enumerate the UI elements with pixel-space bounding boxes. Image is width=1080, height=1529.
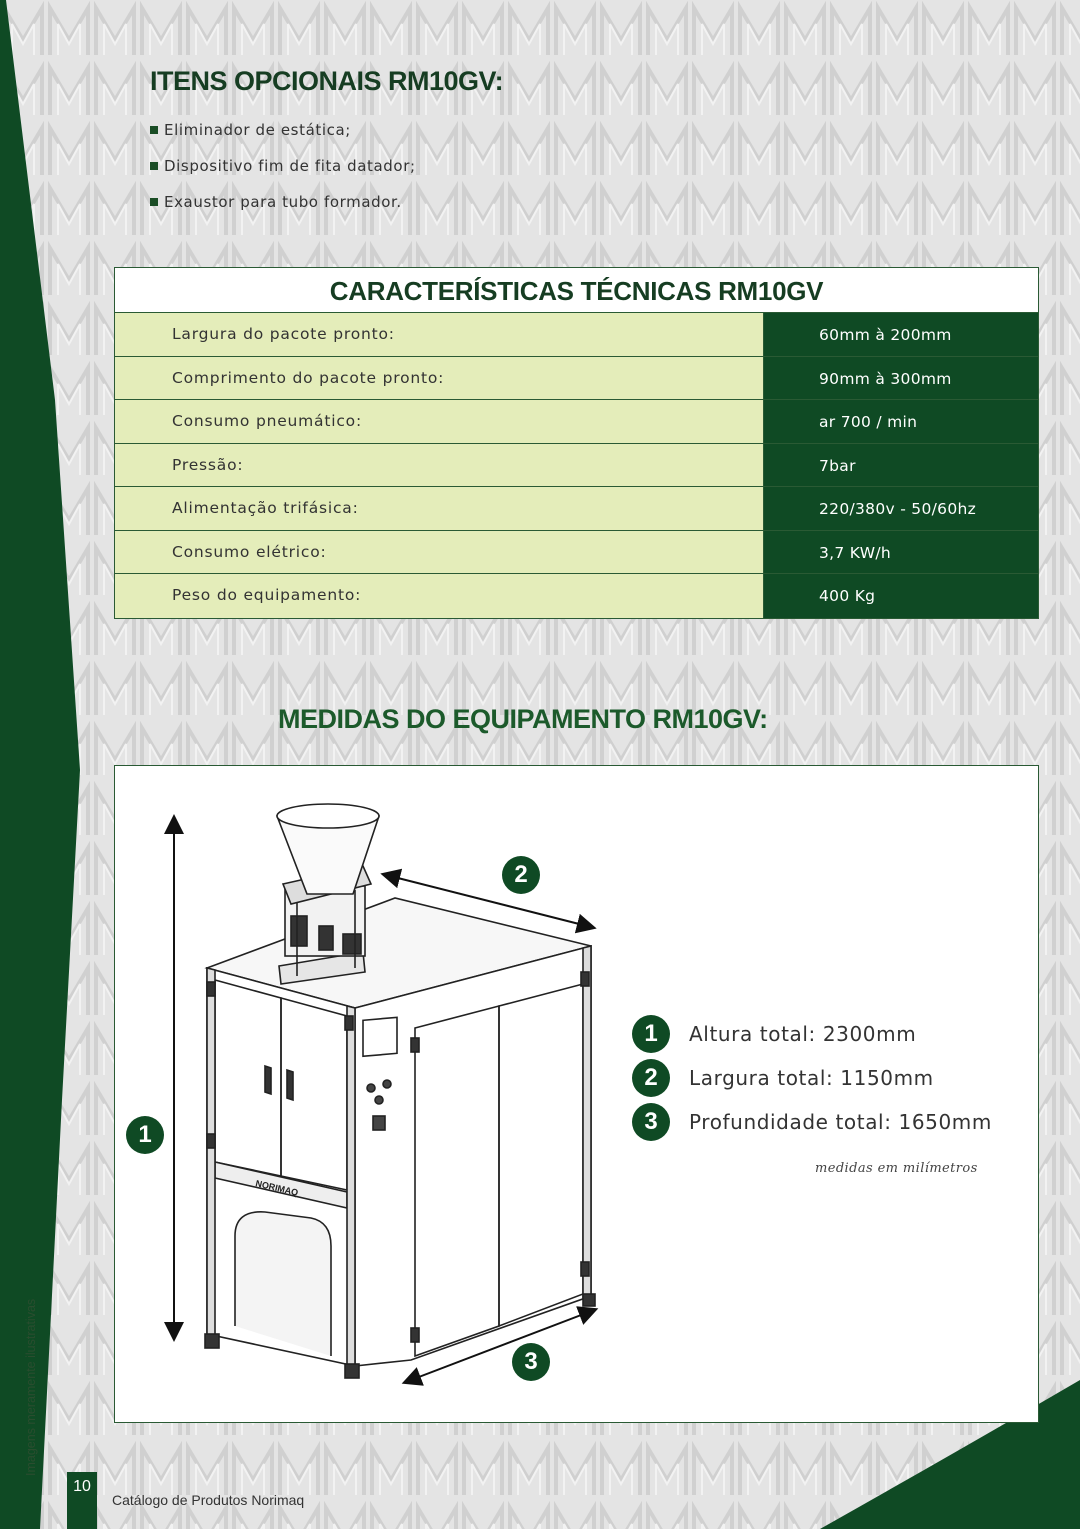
legend-number: 2 <box>632 1059 670 1097</box>
dimension-badge-width: 2 <box>502 856 540 894</box>
legend-number: 3 <box>632 1103 670 1141</box>
spec-label: Largura do pacote pronto: <box>115 313 764 356</box>
list-item <box>632 1100 992 1144</box>
spec-value: 220/380v - 50/60hz <box>764 487 1038 530</box>
spec-label: Pressão: <box>115 444 764 487</box>
dimension-badge-height: 1 <box>126 1116 164 1154</box>
bullet-icon <box>150 126 158 134</box>
optionals-list <box>150 118 416 226</box>
spec-label: Consumo pneumático: <box>115 400 764 443</box>
specs-table <box>114 267 1039 619</box>
list-item: Dispositivo fim de fita datador; <box>150 154 416 190</box>
table-row <box>115 574 1038 618</box>
specs-title: CARACTERÍSTICAS TÉCNICAS RM10GV <box>115 268 1038 313</box>
side-disclaimer: Imagens meramente ilustrativas <box>24 1298 38 1476</box>
list-item: Exaustor para tubo formador. <box>150 190 416 226</box>
spec-label: Comprimento do pacote pronto: <box>115 357 764 400</box>
spec-label: Peso do equipamento: <box>115 574 764 618</box>
table-row <box>115 357 1038 401</box>
bullet-icon <box>150 198 158 206</box>
units-note: medidas em milímetros <box>815 1161 978 1176</box>
spec-value: ar 700 / min <box>764 400 1038 443</box>
list-item: Eliminador de estática; <box>150 118 416 154</box>
machine-body <box>205 898 595 1378</box>
dimension-badge-depth: 3 <box>512 1343 550 1381</box>
legend-text: Altura total: 2300mm <box>689 1022 917 1046</box>
list-item <box>632 1012 992 1056</box>
page-number: 10 <box>67 1472 97 1529</box>
legend-text: Largura total: 1150mm <box>689 1066 934 1090</box>
table-row <box>115 487 1038 531</box>
legend-number: 1 <box>632 1015 670 1053</box>
spec-value: 7bar <box>764 444 1038 487</box>
table-row <box>115 444 1038 488</box>
spec-label: Alimentação trifásica: <box>115 487 764 530</box>
table-row <box>115 531 1038 575</box>
spec-value: 60mm à 200mm <box>764 313 1038 356</box>
optionals-title: ITENS OPCIONAIS RM10GV: <box>150 66 504 96</box>
spec-label: Consumo elétrico: <box>115 531 764 574</box>
machine-label: NORIMAQ <box>254 1178 300 1198</box>
dimensions-legend <box>632 1012 992 1144</box>
footer-text: Catálogo de Produtos Norimaq <box>112 1492 305 1508</box>
dimensions-panel <box>114 765 1039 1423</box>
spec-value: 90mm à 300mm <box>764 357 1038 400</box>
list-item <box>632 1056 992 1100</box>
legend-text: Profundidade total: 1650mm <box>689 1110 992 1134</box>
spec-value: 3,7 KW/h <box>764 531 1038 574</box>
dimensions-title: MEDIDAS DO EQUIPAMENTO RM10GV: <box>278 704 768 734</box>
table-row <box>115 400 1038 444</box>
spec-value: 400 Kg <box>764 574 1038 618</box>
bullet-icon <box>150 162 158 170</box>
table-row <box>115 313 1038 357</box>
